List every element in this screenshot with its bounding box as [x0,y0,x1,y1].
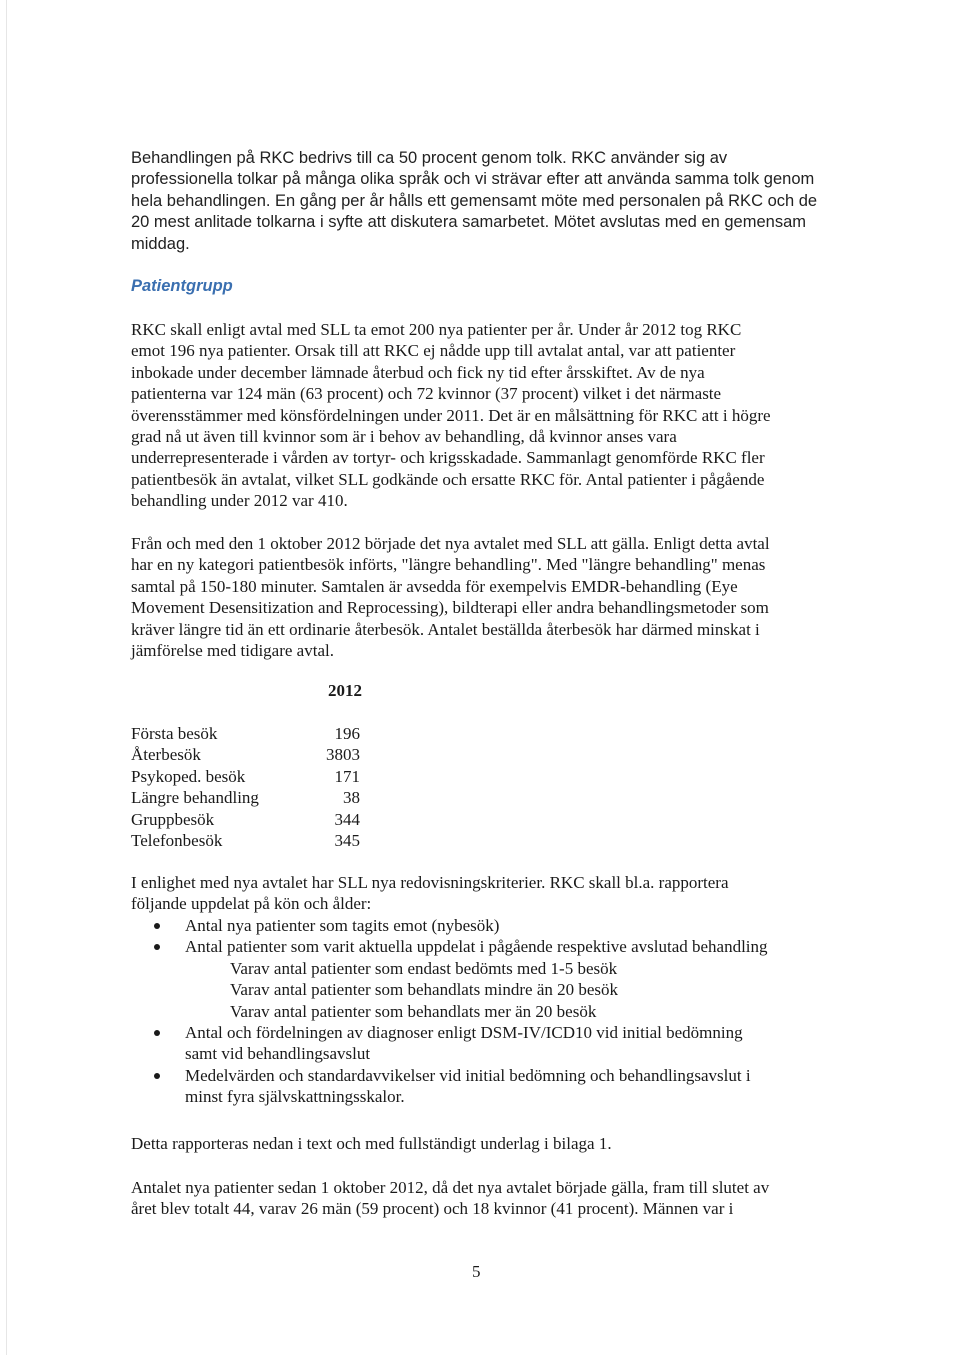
list-item-text: Antal patienter som varit aktuella uppdelat i pågående respektive avslutad behandling [185,937,768,957]
text-line: patientbesök än avtalat, vilket SLL godkände och ersatte RKC för. Antal patienter i pågående [131,469,765,489]
row-label: Första besök [131,724,218,743]
text-line: Movement Desensitization and Reprocessing), bildterapi eller andra behandlingsmetoder som [131,598,769,618]
paragraph-patient-group [131,319,831,512]
table-row [131,830,360,851]
text-line: emot 196 nya patienter. Orsak till att RKC ej nådde upp till avtalat antal, var att patienter [131,341,736,361]
text-line: middag. [131,234,190,253]
text-line: följande uppdelat på kön och ålder: [131,894,372,914]
scan-edge-line [6,0,7,1355]
paragraph-reporting-criteria [131,872,831,915]
row-value: 3803 [326,745,360,765]
text-line: kräver längre tid än ett ordinarie återbesök. Antalet beställda återbesök har därmed minskat i [131,619,760,639]
row-value: 345 [334,831,360,851]
row-value: 344 [334,809,360,829]
paragraph-appendix-note [131,1133,831,1154]
list-subitem-text: Varav antal patienter som behandlats mer än 20 besök [230,1001,597,1021]
text-line: patienterna var 124 män (63 procent) och 72 kvinnor (37 procent) vilket i det närmaste [131,384,722,404]
table-row [131,787,360,808]
table-row [131,809,360,830]
bullet-icon [154,1030,160,1036]
list-item-text: minst fyra självskattningsskalor. [185,1087,405,1107]
list-item [131,1065,768,1108]
row-label: Gruppbesök [131,809,215,829]
bullet-icon [154,923,160,929]
text-line: inbokade under december lämnade återbud och fick ny tid efter årsskiftet. Av de nya [131,362,705,382]
row-label: Längre behandling [131,788,259,808]
text-line: Från och med den 1 oktober 2012 började det nya avtalet med SLL att gälla. Enligt detta avtal [131,534,770,553]
row-label: Psykoped. besök [131,766,246,786]
row-value: 38 [343,788,360,808]
visits-table [131,723,360,851]
paragraph-new-agreement [131,533,831,661]
page-number: 5 [472,1262,481,1281]
text-line: Behandlingen på RKC bedrivs till ca 50 procent genom tolk. RKC använder sig av [131,149,728,167]
table-row [131,766,360,787]
table-row [131,744,360,765]
list-item-text: Medelvärden och standardavvikelser vid initial bedömning och behandlingsavslut i [185,1065,751,1085]
text-line: RKC skall enligt avtal med SLL ta emot 200 nya patienter per år. Under år 2012 tog RKC [131,320,742,339]
text-line: professionella tolkar på många olika språk och vi strävar efter att använda samma tolk genom [131,170,815,189]
row-value: 171 [334,766,360,786]
text-line: underrepresenterade i vården av tortyr- och krigsskadade. Sammanlagt genomförde RKC fler [131,448,765,468]
text-line: Antalet nya patienter sedan 1 oktober 2012, då det nya avtalet började gälla, fram till slutet av [131,1178,770,1197]
row-label: Återbesök [131,745,201,765]
row-label: Telefonbesök [131,831,223,851]
list-item-text: Antal nya patienter som tagits emot (nybesök) [185,916,500,935]
text-line: har en ny kategori patientbesök införts, "längre behandling". Med "längre behandling" menas [131,555,766,575]
paragraph-new-patients-count [131,1177,831,1220]
table-year-header: 2012 [328,681,362,700]
list-subitem-text: Varav antal patienter som behandlats mindre än 20 besök [230,980,619,1000]
criteria-list [131,915,768,1108]
list-item-text: samt vid behandlingsavslut [185,1044,371,1064]
section-heading: Patientgrupp [131,277,233,295]
bullet-icon [154,944,160,950]
bullet-icon [154,1073,160,1079]
list-item [131,1022,768,1065]
paragraph-interpreters [131,148,831,255]
text-line: grad nå ut även till kvinnor som är i behov av behandling, då kvinnor anses vara [131,427,677,447]
table-row [131,723,360,744]
list-item-text: Antal och fördelningen av diagnoser enligt DSM-IV/ICD10 vid initial bedömning [185,1023,743,1043]
list-item [131,915,768,936]
text-line: behandling under 2012 var 410. [131,491,348,511]
text-line: överensstämmer med könsfördelningen under 2011. Det är en målsättning för RKC att i högre [131,405,771,425]
row-value: 196 [334,724,360,743]
text-line: I enlighet med nya avtalet har SLL nya redovisningskriterier. RKC skall bl.a. rapportera [131,873,729,892]
text-line: hela behandlingen. En gång per år hålls ett gemensamt möte med personalen på RKC och de [131,191,818,210]
text-line: året blev totalt 44, varav 26 män (59 procent) och 18 kvinnor (41 procent). Männen var i [131,1199,734,1219]
text-line: samtal på 150-180 minuter. Samtalen är avsedda för exempelvis EMDR-behandling (Eye [131,576,738,596]
list-item [131,936,768,1022]
text-line: 20 mest anlitade tolkarna i syfte att diskutera samarbetet. Mötet avslutas med en gemensam [131,213,807,232]
list-subitem-text: Varav antal patienter som endast bedömts med 1-5 besök [230,958,618,978]
text-line: jämförelse med tidigare avtal. [131,641,334,661]
text-line: Detta rapporteras nedan i text och med fullständigt underlag i bilaga 1. [131,1134,612,1153]
